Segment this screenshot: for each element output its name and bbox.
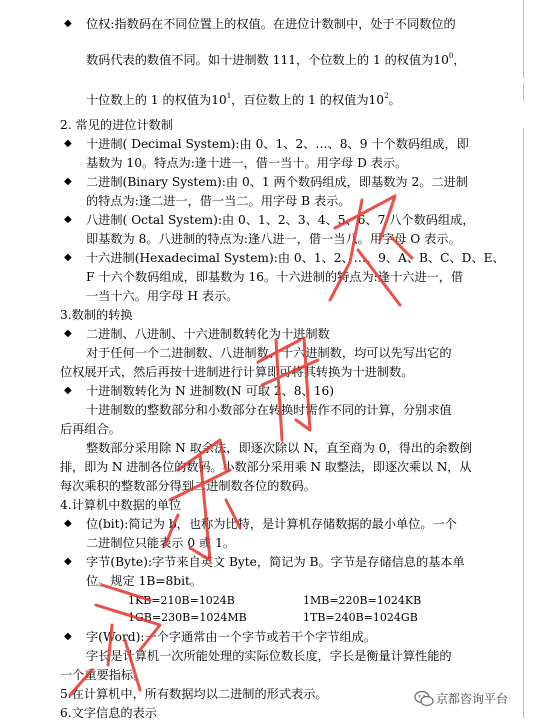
logo-text: 京都咨询平台 xyxy=(436,692,509,706)
logo xyxy=(412,688,532,710)
bullet-icon: ◆ xyxy=(64,518,72,529)
text-line: 二进制(Binary System):由 0、1 两个数码组成，即基数为 2。二进制 xyxy=(86,175,468,189)
bullet-icon: ◆ xyxy=(64,18,72,29)
text-line: 十进制数转化为 N 进制数(N 可取 2、8、16) xyxy=(86,384,334,398)
section-heading: 5.在计算机中，所有数据均以二进制的形式表示。 xyxy=(60,687,328,701)
section-heading: 4.计算机中数据的单位 xyxy=(60,498,182,512)
text-line: 位(bit):简记为 b，也称为比特，是计算机存储数据的最小单位。一个 xyxy=(86,517,457,531)
text-line: 每次乘积的整数部分得到二进制数各位的数码。 xyxy=(60,479,316,493)
unit-formula: 1TB=240B=1024GB xyxy=(303,611,418,624)
text-line: 字长是计算机一次所能处理的实际位数长度，字长是衡量计算性能的 xyxy=(86,649,452,663)
section-heading: 3.数制的转换 xyxy=(60,308,133,322)
text-line: 十进制数的整数部分和小数部分在转换时需作不同的计算，分别求值 xyxy=(86,403,452,417)
bullet-icon: ◆ xyxy=(64,138,72,149)
text-line: 排，即为 N 进制各位的数码。小数部分采用乘 N 取整法，即逐次乘以 N，从 xyxy=(60,460,472,474)
section-heading: 6.文字信息的表示 xyxy=(60,706,157,720)
text-line: 一当十六。用字母 H 表示。 xyxy=(86,289,239,303)
text-line: 八进制( Octal System):由 0、1、2、3、4、5、6、7 八个数码组成， xyxy=(86,213,475,227)
text-line: 十六进制(Hexadecimal System):由 0、1、2、…、9、A、B、C、D、E、 xyxy=(86,251,505,265)
text-line: 十位数上的 1 的权值为$10^1$，百位数上的 1 的权值为$10^2$。 xyxy=(86,92,401,107)
bullet-icon: ◆ xyxy=(64,214,72,225)
text-line: 后再组合。 xyxy=(60,422,121,436)
margin-line xyxy=(523,128,524,718)
text-line: 二进制、八进制、十六进制数转化为十进制数 xyxy=(86,327,330,341)
bullet-icon: ◆ xyxy=(64,176,72,187)
text-line: F 十六个数码组成，即基数为 16。十六进制的特点为:逢十六进一，借 xyxy=(86,270,464,284)
bullet-icon: ◆ xyxy=(64,385,72,396)
text-line: 位权:指数码在不同位置上的权值。在进位计数制中，处于不同数位的 xyxy=(86,17,456,31)
text-line: 整数部分采用除 N 取余法，即逐次除以 N，直至商为 0，得出的余数倒 xyxy=(86,441,472,455)
wechat-logo-icon xyxy=(414,690,434,708)
text-line: 位。规定 1B=8bit。 xyxy=(86,574,203,588)
bullet-icon: ◆ xyxy=(64,631,72,642)
text-line: 数码代表的数值不同。如十进制数 111，个位数上的 1 的权值为$10^0$， xyxy=(86,52,466,67)
text-line: 即基数为 8。八进制的特点为:逢八进一，借一当八。用字母 O 表示。 xyxy=(86,232,461,246)
margin-line xyxy=(523,83,524,101)
text-line: 一个重要指标。 xyxy=(60,668,146,682)
bullet-icon: ◆ xyxy=(64,328,72,339)
text-line: 基数为 10。特点为:逢十进一，借一当十。用字母 D 表示。 xyxy=(86,156,408,170)
margin-line xyxy=(523,0,524,78)
text-line: 十进制( Decimal System):由 0、1、2、…、8、9 十个数码组成，即 xyxy=(86,137,469,151)
text-line: 字节(Byte):字节来自英文 Byte，简记为 B。字节是存储信息的基本单 xyxy=(86,555,465,569)
unit-formula: 1KB=210B=1024B xyxy=(128,594,235,607)
text-line: 对于任何一个二进制数、八进制数、十六进制数，均可以先写出它的 xyxy=(86,346,452,360)
text-line: 字(Word):一个字通常由一个字节或若干个字节组成。 xyxy=(86,630,377,644)
text-line: 的特点为:逢二进一，借一当二。用字母 B 表示。 xyxy=(86,194,351,208)
unit-formula: 1MB=220B=1024KB xyxy=(303,594,422,607)
text-line: 位权展开式，然后再按十进制进行计算即可将其转换为十进制数。 xyxy=(60,365,414,379)
bullet-icon: ◆ xyxy=(64,252,72,263)
bullet-icon: ◆ xyxy=(64,556,72,567)
text-line: 二进制位只能表示 0 或 1。 xyxy=(86,536,236,550)
section-heading: 2. 常见的进位计数制 xyxy=(60,118,174,132)
unit-formula: 1GB=230B=1024MB xyxy=(128,611,247,624)
